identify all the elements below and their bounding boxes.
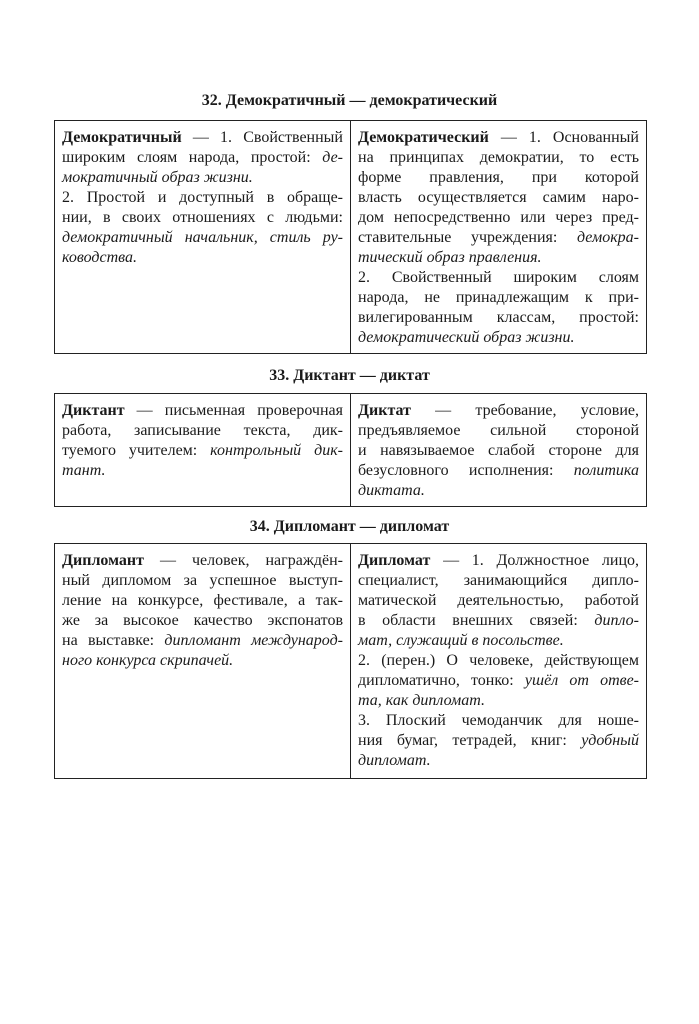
text-line [358,731,639,751]
definition-text: работа, записывание текста, дик- [62,422,343,439]
definition-text: — 1. Должностное лицо, [430,552,639,569]
text-line [62,461,343,481]
text-line [358,208,639,228]
definition-text: 3. Плоский чемоданчик для ноше- [358,712,639,729]
text-line [358,308,639,328]
text-line [358,671,639,691]
example-text: ушёл от отве- [524,672,639,689]
text-line [62,631,343,651]
definition-text: власть осуществляется самим наро- [358,189,639,206]
example-text: тический образ правления. [358,249,542,266]
entry-cell-right [351,394,646,506]
entry-cell-left [55,544,351,778]
entry-table [54,120,647,354]
definition-text: — 1. Основанный [488,129,639,146]
text-line [62,168,343,188]
definition-text: нии, в своих отношениях с людьми: [62,209,343,226]
headword: Диктат [358,402,411,419]
text-line [358,228,639,248]
entry-table [54,393,647,507]
text-line [358,268,639,288]
text-line [62,188,343,208]
text-line [358,328,639,348]
definition-text: на принципах демократии, то есть [358,149,639,166]
definition-text: же за высокое качество экспонатов [62,612,343,629]
text-line [62,228,343,248]
example-text: дипло- [594,612,639,629]
text-line [358,128,639,148]
text-line [358,288,639,308]
text-line [62,208,343,228]
section-title: 33. Диктант — диктат [269,367,430,384]
entry-table [54,543,647,779]
text-line [62,651,343,671]
definition-text: и навязываемое слабой стороне для [358,442,639,459]
definition-text: 2. (перен.) О человеке, действующем [358,652,639,669]
text-line [358,148,639,168]
definition-text: — человек, награждён- [143,552,343,569]
text-line [358,751,639,771]
text-line [358,591,639,611]
definition-text: широким слоям народа, простой: [62,149,323,166]
entry-cell-right [351,544,646,778]
text-line [358,631,639,651]
definition-text: туемого учителем: [62,442,211,459]
text-line [62,441,343,461]
entry-cell-left [55,394,351,506]
headword: Диктант [62,402,125,419]
definition-text: — требование, условие, [410,402,639,419]
definition-text: специалист, занимающийся дипло- [358,572,639,589]
section-title: 32. Демократичный — демократический [201,92,498,109]
definition-text: 2. Свойственный широким слоям [358,269,639,286]
text-line [62,571,343,591]
text-line [358,711,639,731]
text-line [358,551,639,571]
example-text: удобный [581,732,639,749]
headword: Дипломат [358,552,431,569]
text-line [62,591,343,611]
example-text: диктата. [358,482,425,499]
definition-text: 2. Простой и доступный в обраще- [62,189,343,206]
text-line [358,691,639,711]
example-text: мократичный образ жизни. [62,169,253,186]
definition-text: предъявляемое сильной стороной [358,422,639,439]
example-text: та, как дипломат. [358,692,485,709]
definition-text: ление на конкурсе, фестивале, а так- [62,592,343,609]
example-text: демократичный начальник, стиль ру- [62,229,343,246]
definition-text: — 1. Свойственный [181,129,343,146]
text-line [62,551,343,571]
entry-cell-left [55,121,351,353]
example-text: де- [322,149,343,166]
text-line [62,401,343,421]
definition-text: безусловного исполнения: [358,462,574,479]
text-line [62,148,343,168]
text-line [358,248,639,268]
text-line [358,481,639,501]
definition-text: народа, не принадлежащим к при- [358,289,639,306]
text-line [358,168,639,188]
text-line [358,651,639,671]
definition-text: на выставке: [62,632,165,649]
section-title: 34. Дипломант — дипломат [249,518,450,535]
text-line [358,421,639,441]
example-text: демокра- [576,229,639,246]
definition-text: — письменная проверочная [124,402,343,419]
definition-text: в области внешних связей: [358,612,595,629]
definition-text: матической деятельностью, работой [358,592,639,609]
text-line [358,461,639,481]
definition-text: дипломатично, тонко: [358,672,525,689]
text-line [358,611,639,631]
text-line [358,441,639,461]
text-line [62,128,343,148]
text-line [358,401,639,421]
example-text: политика [573,462,639,479]
definition-text: ный дипломом за успешное выступ- [62,572,343,589]
text-line [358,188,639,208]
example-text: дипломант международ- [164,632,343,649]
example-text: контрольный дик- [210,442,343,459]
definition-text: форме правления, при которой [358,169,639,186]
definition-text: ставительные учреждения: [358,229,577,246]
example-text: демократический образ жизни. [358,329,575,346]
example-text: ного конкурса скрипачей. [62,652,234,669]
example-text: дипломат. [358,752,431,769]
headword: Дипломант [62,552,144,569]
text-line [62,248,343,268]
example-text: тант. [62,462,106,479]
definition-text: дом непосредственно или через пред- [358,209,639,226]
text-line [62,611,343,631]
entry-cell-right [351,121,646,353]
definition-text: ния бумаг, тетрадей, книг: [358,732,582,749]
text-line [358,571,639,591]
headword: Демократичный [62,129,182,146]
text-line [62,421,343,441]
headword: Демократический [358,129,489,146]
example-text: мат, служащий в посольстве. [358,632,564,649]
example-text: ководства. [62,249,137,266]
definition-text: вилегированным классам, простой: [358,309,639,326]
